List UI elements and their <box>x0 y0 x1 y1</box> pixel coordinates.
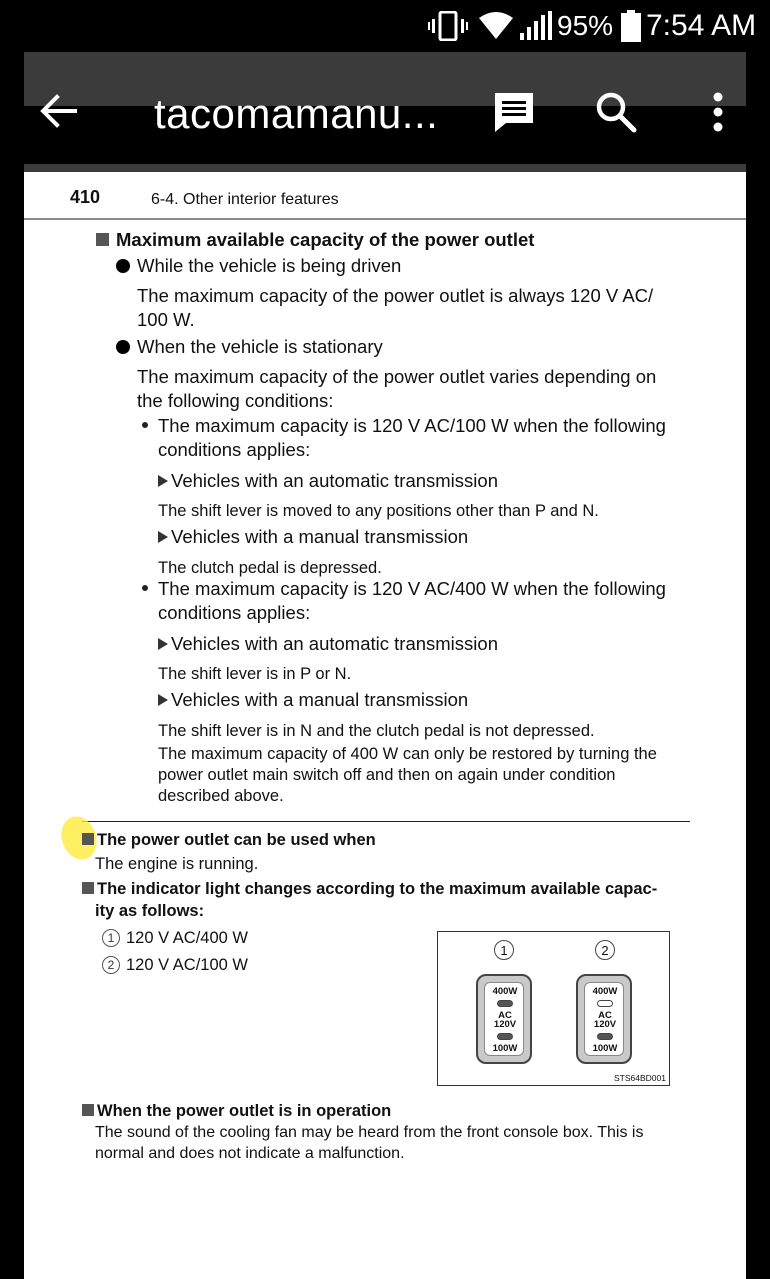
diagram-number-2: 2 <box>595 940 615 960</box>
label-120v: 120V <box>493 1019 517 1030</box>
driven-text-1: The maximum capacity of the power outlet is always 120 V AC/ <box>137 285 654 306</box>
operation-text-1: The sound of the cooling fan may be heard from the front console box. This is <box>95 1124 644 1141</box>
diagram-code: STS64BD001 <box>614 1073 666 1083</box>
bullet-icon <box>116 259 130 273</box>
indicator-item-2: 2 120 V AC/100 W <box>102 953 248 977</box>
driven-text-2: 100 W. <box>137 309 195 330</box>
triangle-icon <box>158 475 168 487</box>
indicator-diagram <box>437 931 670 1086</box>
bullet-icon <box>142 422 148 428</box>
used-when-text: The engine is running. <box>95 855 259 873</box>
restore-text-1: The maximum capacity of 400 W can only be restored by turning the <box>158 745 657 763</box>
lamp-100w-lit <box>597 1033 613 1040</box>
manual-text-100w: The clutch pedal is depressed. <box>158 559 382 577</box>
bullet-icon <box>142 585 148 591</box>
bullet-icon <box>116 340 130 354</box>
wifi-icon <box>478 6 516 46</box>
page-header <box>24 172 746 220</box>
stationary-label: When the vehicle is stationary <box>116 335 383 359</box>
lamp-100w-lit <box>497 1033 513 1040</box>
manual-label-400w: Vehicles with a manual transmission <box>158 688 468 712</box>
indicator-1 <box>476 974 532 1064</box>
label-ac: AC <box>598 1010 612 1021</box>
diagram-number-1: 1 <box>494 940 514 960</box>
vibrate-icon <box>428 6 468 46</box>
label-100w: 100W <box>592 1043 618 1054</box>
battery-percent: 95% <box>557 10 614 41</box>
condition-400w-1: The maximum capacity is 120 V AC/400 W when the following <box>142 577 666 601</box>
app-title: tacomamanu... <box>154 90 439 137</box>
status-bar <box>0 0 770 52</box>
operation-text-2: normal and does not indicate a malfunction. <box>95 1145 405 1162</box>
status-clock: 7:54 AM <box>646 9 757 42</box>
auto-text-100w: The shift lever is moved to any positions other than P and N. <box>158 502 599 520</box>
label-100w: 100W <box>492 1043 518 1054</box>
heading-indicator-1: The indicator light changes according to the maximum available capac- <box>82 877 657 901</box>
restore-text-3: described above. <box>158 787 284 805</box>
driven-label: While the vehicle is being driven <box>116 254 401 278</box>
back-button[interactable] <box>34 88 84 134</box>
triangle-icon <box>158 638 168 650</box>
heading-capacity: Maximum available capacity of the power outlet <box>96 228 534 252</box>
search-button[interactable] <box>590 86 642 138</box>
document-page[interactable] <box>24 172 746 1279</box>
circled-number: 2 <box>102 956 120 974</box>
manual-text-400w: The shift lever is in N and the clutch pedal is not depressed. <box>158 722 595 740</box>
signal-icon <box>520 6 554 46</box>
section-divider <box>82 821 690 822</box>
square-bullet-icon <box>82 1104 94 1116</box>
manual-label-100w: Vehicles with a manual transmission <box>158 525 468 549</box>
comment-icon <box>492 90 536 134</box>
auto-label-400w: Vehicles with an automatic transmission <box>158 632 498 656</box>
auto-text-400w: The shift lever is in P or N. <box>158 665 352 683</box>
condition-400w-2: conditions applies: <box>158 602 311 623</box>
more-vert-icon <box>712 92 724 132</box>
page-number: 410 <box>70 187 101 207</box>
condition-100w-1: The maximum capacity is 120 V AC/100 W when the following <box>142 414 666 438</box>
search-icon <box>595 91 637 133</box>
heading-operation: When the power outlet is in operation <box>82 1099 391 1123</box>
indicator-item-1: 1 120 V AC/400 W <box>102 926 248 950</box>
square-bullet-icon <box>82 882 94 894</box>
condition-100w-2: conditions applies: <box>158 439 311 460</box>
circled-number: 1 <box>102 929 120 947</box>
toolbar-divider <box>24 164 746 172</box>
lamp-400w-lit <box>497 1000 513 1007</box>
triangle-icon <box>158 531 168 543</box>
heading-used-when: The power outlet can be used when <box>82 828 376 852</box>
stationary-text-1: The maximum capacity of the power outlet varies depending on <box>137 366 657 387</box>
triangle-icon <box>158 694 168 706</box>
auto-label-100w: Vehicles with an automatic transmission <box>158 469 498 493</box>
back-arrow-icon <box>39 93 79 129</box>
lamp-400w-off <box>597 1000 613 1007</box>
more-options-button[interactable] <box>700 86 736 138</box>
indicator-2 <box>576 974 632 1064</box>
battery-icon <box>620 6 644 46</box>
heading-indicator-2: ity as follows: <box>95 902 205 920</box>
square-bullet-icon <box>96 233 109 246</box>
section-title: 6-4. Other interior features <box>151 191 339 208</box>
stationary-text-2: the following conditions: <box>137 390 334 411</box>
comment-button[interactable] <box>488 86 540 138</box>
label-ac: AC <box>498 1010 512 1021</box>
label-400w: 400W <box>592 986 618 997</box>
square-bullet-icon <box>82 833 94 845</box>
label-400w: 400W <box>492 986 518 997</box>
restore-text-2: power outlet main switch off and then on again under condition <box>158 766 616 784</box>
label-120v: 120V <box>593 1019 617 1030</box>
